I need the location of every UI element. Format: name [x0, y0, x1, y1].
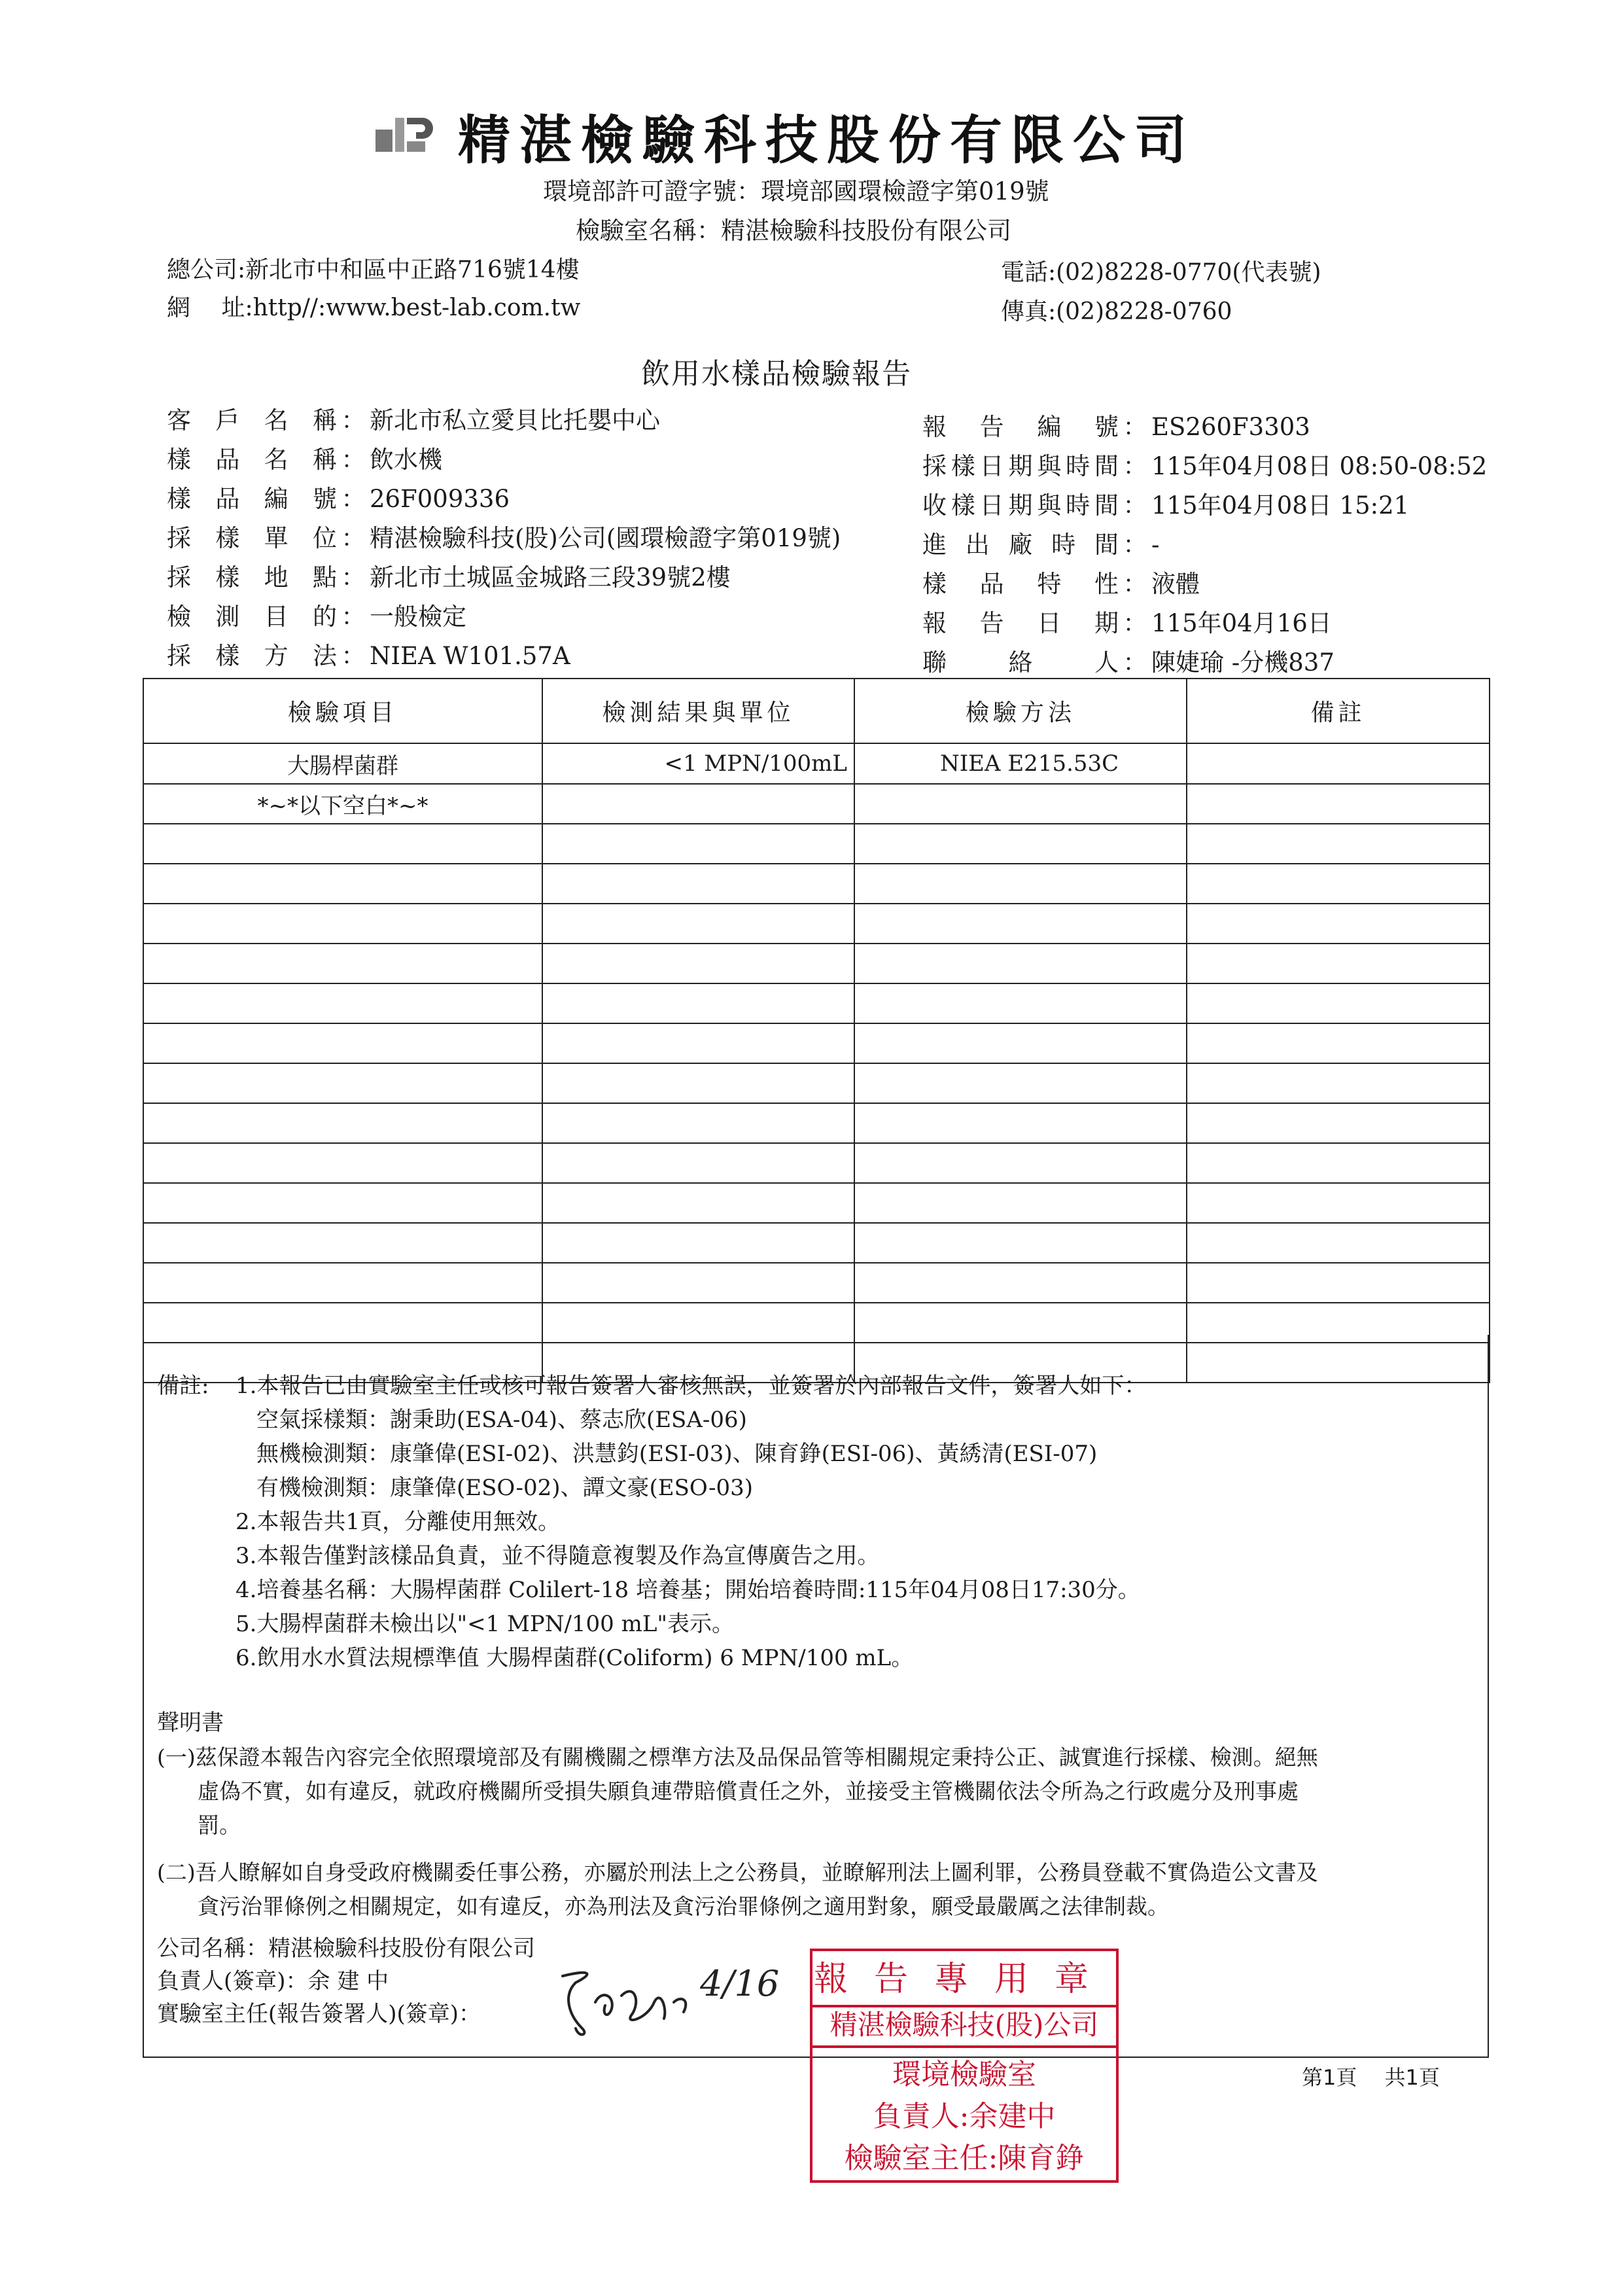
- cell-empty: [854, 784, 1187, 824]
- table-row-empty: [143, 944, 1490, 983]
- cell-empty: [1187, 1263, 1490, 1303]
- cell-empty: [542, 1023, 854, 1063]
- cell-empty: [143, 1263, 542, 1303]
- cell-empty: [854, 1143, 1187, 1183]
- table-header-row: [143, 679, 1490, 743]
- note-line: 5.大腸桿菌群未檢出以"<1 MPN/100 mL"表示。: [236, 1611, 735, 1637]
- table-row: [143, 743, 1490, 784]
- field-colon: ：: [1123, 531, 1147, 559]
- report-title: 飲用水樣品檢驗報告: [641, 357, 912, 391]
- field-colon: ：: [341, 524, 366, 552]
- field-colon: ：: [1123, 491, 1147, 520]
- field-report-number: [922, 407, 1310, 442]
- field-value: 飲水機: [370, 446, 442, 474]
- field-colon: ：: [341, 603, 366, 631]
- field-value: 26F009336: [370, 485, 510, 513]
- field-sampling-datetime: [922, 446, 1487, 482]
- cell-empty: [542, 1063, 854, 1103]
- table-row-empty: [143, 1223, 1490, 1263]
- note-line: 無機檢測類：康肇偉(ESI-02)、洪慧鈞(ESI-03)、陳育錚(ESI-06)、黃綉清(ESI-07): [256, 1441, 1098, 1467]
- results-table: [143, 678, 1490, 1383]
- signature-date: 4/16: [700, 1963, 780, 2004]
- cell-empty: [542, 1183, 854, 1223]
- cell-empty: [143, 1063, 542, 1103]
- field-colon: ：: [341, 446, 366, 474]
- field-value: 新北市土城區金城路三段39號2樓: [370, 563, 731, 592]
- stamp-responsible: 負責人:余建中: [873, 2100, 1056, 2133]
- cell-empty: [1187, 904, 1490, 944]
- note-line: 4.培養基名稱：大腸桿菌群 Colilert-18 培養基；開始培養時間:115年04月08日17:30分。: [236, 1577, 1140, 1603]
- cell-empty: [143, 864, 542, 904]
- cell-empty: [1187, 1063, 1490, 1103]
- field-label: 樣品編號: [167, 485, 337, 513]
- field-value: 115年04月08日 15:21: [1151, 491, 1410, 520]
- field-value: 陳婕瑜 -分機837: [1151, 648, 1335, 677]
- field-label: 採樣地點: [167, 563, 337, 592]
- cell-empty: [542, 1103, 854, 1143]
- note-line: 3.本報告僅對該樣品負責，並不得隨意複製及作為宣傳廣告之用。: [236, 1543, 880, 1569]
- field-label: 收樣日期與時間: [922, 491, 1119, 520]
- cell-empty: [542, 1223, 854, 1263]
- field-colon: ：: [1123, 413, 1147, 441]
- field-sample-id: [167, 479, 510, 514]
- field-value: NIEA W101.57A: [370, 642, 570, 670]
- declaration-title: 聲明書: [157, 1710, 224, 1736]
- field-colon: ：: [1123, 648, 1147, 677]
- stamp-title: 報告專用章: [812, 1954, 1116, 2007]
- handwritten-signature: [550, 1956, 785, 2048]
- company-name: 精湛檢驗科技股份有限公司: [458, 110, 1196, 171]
- field-colon: ：: [341, 563, 366, 592]
- field-colon: ：: [1123, 570, 1147, 598]
- lab-director-signature-label: 實驗室主任(報告簽署人)(簽章)：: [157, 2001, 481, 2027]
- table-row-empty: [143, 864, 1490, 904]
- cell-empty: [143, 1103, 542, 1143]
- field-report-date: [922, 603, 1332, 639]
- table-row-empty: [143, 824, 1490, 864]
- cell-result: <1 MPN/100mL: [542, 743, 854, 784]
- cell-empty: [1187, 1023, 1490, 1063]
- cell-empty: [542, 784, 854, 824]
- company-address: 總公司:新北市中和區中正路716號14樓: [167, 256, 580, 283]
- cell-empty: [143, 1143, 542, 1183]
- cell-empty: [1187, 983, 1490, 1023]
- company-website: 網 址:http//:www.best-lab.com.tw: [167, 294, 581, 321]
- header-remarks: 備註: [1187, 679, 1490, 743]
- cell-empty: [542, 944, 854, 983]
- field-customer-name: [167, 400, 660, 436]
- field-value: 一般檢定: [370, 603, 466, 631]
- field-colon: ：: [341, 406, 366, 434]
- page-number: 第1頁 共1頁: [1302, 2065, 1440, 2090]
- table-row-empty: [143, 983, 1490, 1023]
- cell-empty: [143, 983, 542, 1023]
- table-row-empty: [143, 1063, 1490, 1103]
- field-contact: [922, 643, 1335, 678]
- cell-empty: [854, 1103, 1187, 1143]
- field-value: 115年04月16日: [1151, 609, 1332, 637]
- cell-empty: [854, 1023, 1187, 1063]
- header-result-unit: 檢測結果與單位: [542, 679, 854, 743]
- cell-empty: [854, 1063, 1187, 1103]
- cell-empty: [542, 904, 854, 944]
- cell-empty: [1187, 784, 1490, 824]
- field-label: 報告編號: [922, 413, 1119, 441]
- declaration-line: (二)吾人瞭解如自身受政府機關委任事公務，亦屬於刑法上之公務員，並瞭解刑法上圖利罪，公務員登載不實偽造公文書及: [157, 1860, 1318, 1885]
- cell-empty: [1187, 1183, 1490, 1223]
- field-label: 樣品特性: [922, 570, 1119, 598]
- field-sampling-unit: [167, 518, 841, 554]
- license-number: 環境部許可證字號：環境部國環檢證字第019號: [543, 177, 1049, 205]
- field-value: -: [1151, 531, 1160, 559]
- notes-label: 備註:: [157, 1373, 209, 1399]
- cell-empty: [143, 1183, 542, 1223]
- cell-empty: [542, 1143, 854, 1183]
- field-inout-time: [922, 525, 1160, 560]
- declaration-line: (一)茲保證本報告內容完全依照環境部及有關機關之標準方法及品保品管等相關規定秉持公正、誠實進行採樣、檢測。絕無: [157, 1744, 1318, 1770]
- cell-empty: [143, 904, 542, 944]
- note-line: 有機檢測類：康肇偉(ESO-02)、譚文豪(ESO-03): [256, 1475, 754, 1501]
- field-value: 115年04月08日 08:50-08:52: [1151, 452, 1488, 480]
- field-sample-name: [167, 440, 442, 475]
- header-test-method: 檢驗方法: [854, 679, 1187, 743]
- field-label: 進出廠時間: [922, 531, 1119, 559]
- cell-empty: [143, 824, 542, 864]
- field-label: 檢測目的: [167, 603, 337, 631]
- field-value: 液體: [1151, 570, 1200, 598]
- table-row-empty: [143, 1103, 1490, 1143]
- field-value: 精湛檢驗科技(股)公司(國環檢證字第019號): [370, 524, 841, 552]
- declaration-line: 貪污治罪條例之相關規定，如有違反，亦為刑法及貪污治罪條例之適用對象，願受最嚴厲之法律制裁。: [198, 1894, 1169, 1919]
- table-row-empty: [143, 904, 1490, 944]
- field-label: 聯絡人: [922, 648, 1119, 677]
- field-colon: ：: [1123, 452, 1147, 480]
- cell-empty: [854, 824, 1187, 864]
- field-label: 客戶名稱: [167, 406, 337, 434]
- cell-empty: [854, 1263, 1187, 1303]
- field-colon: ：: [341, 485, 366, 513]
- field-value: 新北市私立愛貝比托嬰中心: [370, 406, 660, 434]
- cell-empty: [1187, 824, 1490, 864]
- cell-empty: [1187, 1103, 1490, 1143]
- declaration-line: 罰。: [198, 1812, 241, 1838]
- table-row-empty: [143, 1023, 1490, 1063]
- stamp-company: 精湛檢驗科技(股)公司: [812, 2005, 1116, 2048]
- declaration-line: 虛偽不實，如有違反，就政府機關所受損失願負連帶賠償責任之外，並接受主管機關依法令所為之行政處分及刑事處: [198, 1778, 1299, 1804]
- table-row-empty: [143, 1143, 1490, 1183]
- stamp-director: 檢驗室主任:陳育錚: [844, 2142, 1085, 2175]
- field-value: ES260F3303: [1151, 413, 1310, 441]
- field-test-purpose: [167, 597, 466, 632]
- table-row-empty: [143, 1183, 1490, 1223]
- cell-empty: [1187, 864, 1490, 904]
- cell-remarks: [1187, 743, 1490, 784]
- cell-empty: [854, 944, 1187, 983]
- cell-empty: [854, 904, 1187, 944]
- field-sampling-location: [167, 557, 731, 593]
- responsible-person: 負責人(簽章)：余 建 中: [157, 1968, 389, 1994]
- cell-test-item: 大腸桿菌群: [143, 743, 542, 784]
- field-colon: ：: [1123, 609, 1147, 637]
- stamp-lab: 環境檢驗室: [892, 2058, 1036, 2091]
- cell-empty: [542, 864, 854, 904]
- company-logo-icon: [374, 115, 433, 154]
- field-label: 採樣日期與時間: [922, 452, 1119, 480]
- field-sampling-method: [167, 636, 570, 671]
- cell-empty: [143, 944, 542, 983]
- company-signoff: 公司名稱：精湛檢驗科技股份有限公司: [157, 1935, 535, 1962]
- table-row: [143, 784, 1490, 824]
- field-receipt-datetime: [922, 486, 1409, 521]
- header-test-item: 檢驗項目: [143, 679, 542, 743]
- cell-empty: [542, 983, 854, 1023]
- cell-empty: [542, 824, 854, 864]
- field-label: 採樣單位: [167, 524, 337, 552]
- table-row-empty: [143, 1263, 1490, 1303]
- cell-empty: [854, 1223, 1187, 1263]
- company-phone: 電話:(02)8228-0770(代表號): [1001, 259, 1321, 286]
- note-line: 2.本報告共1頁，分離使用無效。: [236, 1509, 561, 1535]
- cell-empty: [1187, 1143, 1490, 1183]
- cell-empty: [854, 1183, 1187, 1223]
- cell-method: NIEA E215.53C: [854, 743, 1187, 784]
- field-colon: ：: [341, 642, 366, 670]
- cell-empty: [143, 1223, 542, 1263]
- note-line: 空氣採樣類：謝秉助(ESA-04)、蔡志欣(ESA-06): [256, 1407, 747, 1433]
- cell-blank-marker: *~*以下空白*~*: [143, 784, 542, 824]
- field-label: 報告日期: [922, 609, 1119, 637]
- cell-empty: [1187, 1223, 1490, 1263]
- field-label: 樣品名稱: [167, 446, 337, 474]
- lab-name: 檢驗室名稱：精湛檢驗科技股份有限公司: [576, 217, 1011, 245]
- field-sample-characteristic: [922, 564, 1200, 599]
- note-line: 1.本報告已由實驗室主任或核可報告簽署人審核無誤，並簽署於內部報告文件，簽署人如下：: [236, 1373, 1147, 1399]
- note-line: 6.飲用水水質法規標準值 大腸桿菌群(Coliform) 6 MPN/100 mL。: [236, 1645, 914, 1671]
- cell-empty: [854, 983, 1187, 1023]
- field-label: 採樣方法: [167, 642, 337, 670]
- company-fax: 傳真:(02)8228-0760: [1001, 298, 1232, 325]
- cell-empty: [542, 1263, 854, 1303]
- cell-empty: [854, 864, 1187, 904]
- report-stamp: [810, 1949, 1119, 2183]
- cell-empty: [1187, 944, 1490, 983]
- cell-empty: [143, 1023, 542, 1063]
